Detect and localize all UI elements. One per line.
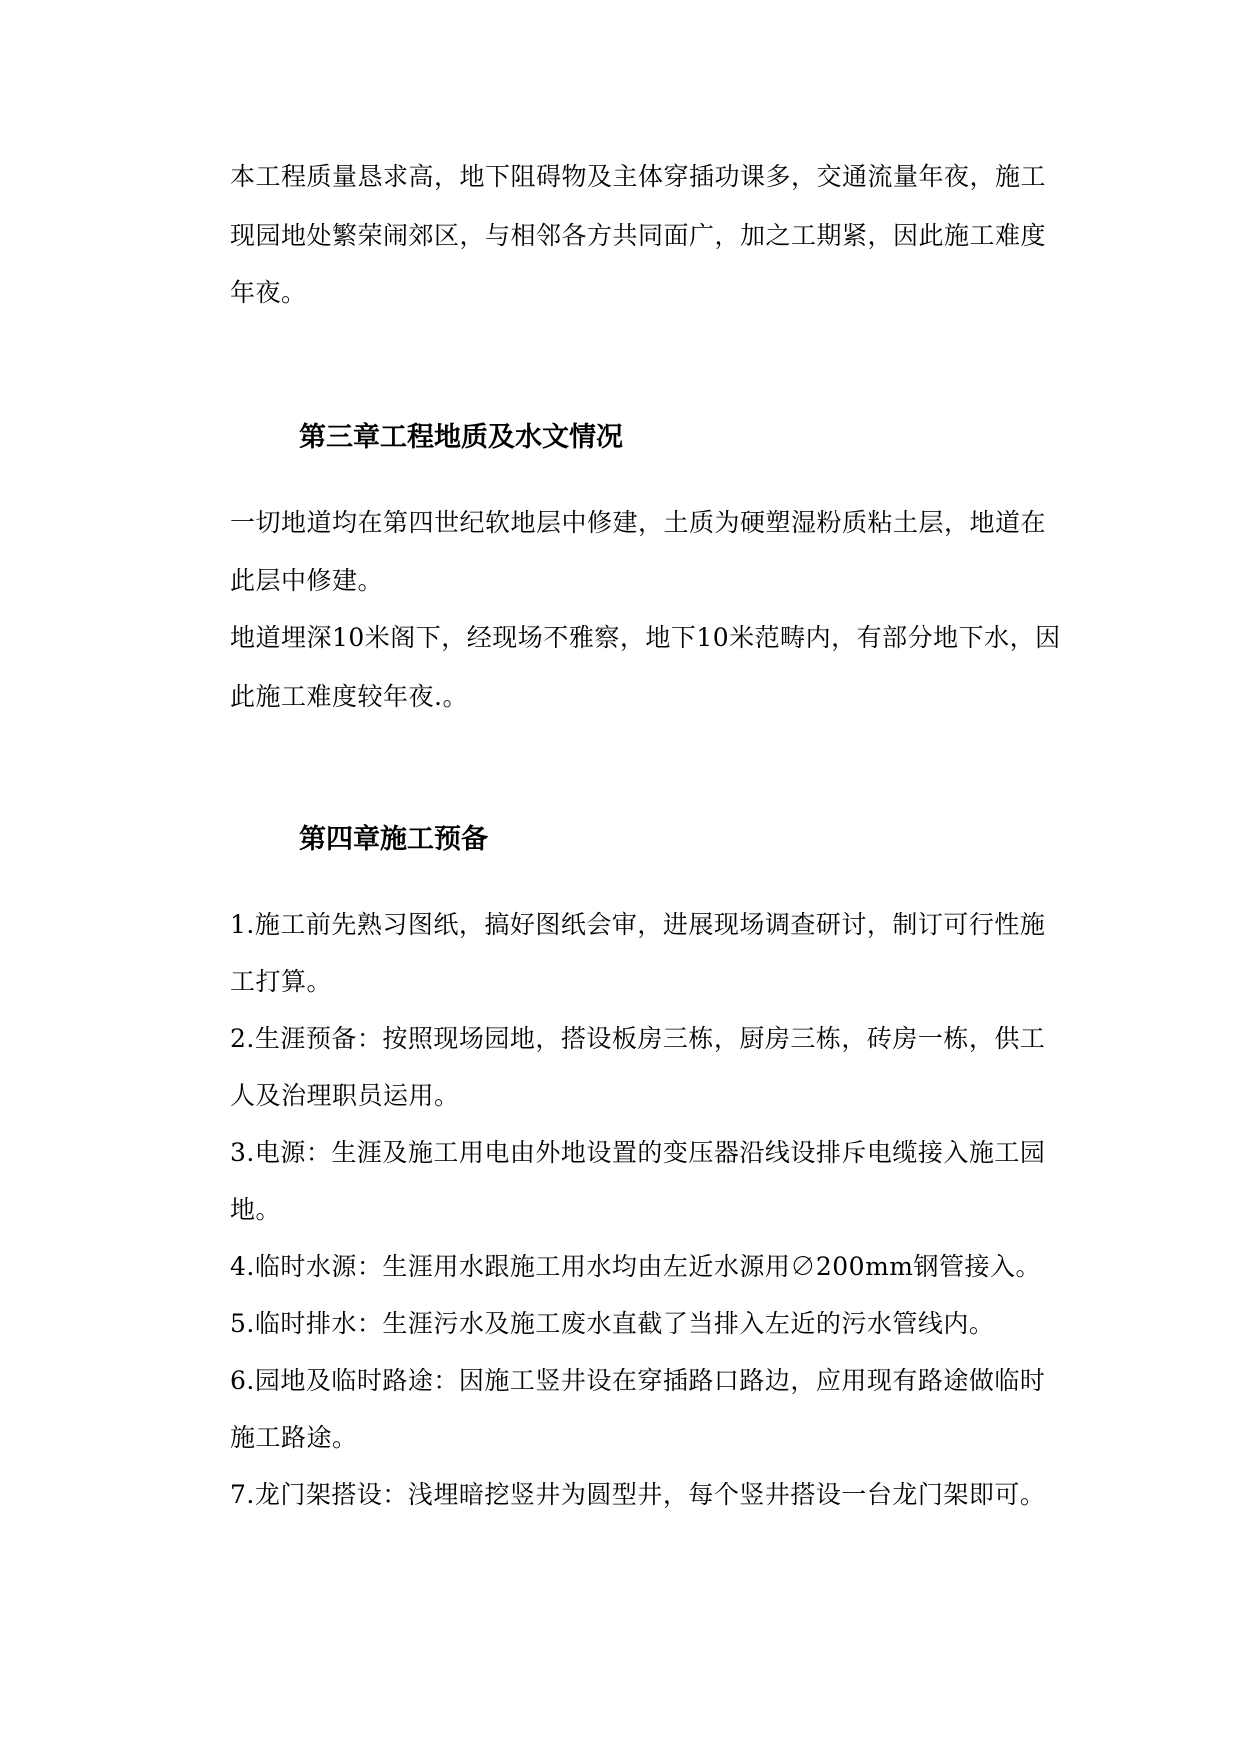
chapter4-line-7: 4.临时水源：生涯用水跟施工用水均由左近水源用∅200mm钢管接入。 (230, 1252, 1041, 1281)
chapter3-line-3: 地道埋深10米阁下，经现场不雅察，地下10米范畴内，有部分地下水，因 (230, 623, 1061, 652)
chapter3-line-1: 一切地道均在第四世纪软地层中修建，土质为硬塑湿粉质粘土层，地道在 (230, 508, 1047, 537)
intro-line-3: 年夜。 (230, 278, 307, 307)
chapter4-heading: 第四章施工预备 (299, 824, 488, 855)
chapter4-line-5: 3.电源：生涯及施工用电由外地设置的变压器沿线设排斥电缆接入施工园 (230, 1138, 1046, 1167)
intro-line-1: 本工程质量恳求高，地下阻碍物及主体穿插功课多，交通流量年夜，施工 (230, 162, 1047, 191)
chapter4-line-1: 1.施工前先熟习图纸，搞好图纸会审，进展现场调查研讨，制订可行性施 (230, 910, 1046, 939)
chapter4-line-4: 人及治理职员运用。 (230, 1081, 460, 1110)
chapter4-line-2: 工打算。 (230, 967, 333, 996)
chapter4-line-9: 6.园地及临时路途：因施工竖井设在穿插路口路边，应用现有路途做临时 (230, 1366, 1046, 1395)
chapter4-line-3: 2.生涯预备：按照现场园地，搭设板房三栋，厨房三栋，砖房一栋，供工 (230, 1024, 1046, 1053)
intro-line-2: 现园地处繁荣闹郊区，与相邻各方共同面广，加之工期紧，因此施工难度 (230, 221, 1047, 250)
chapter4-line-8: 5.临时排水：生涯污水及施工废水直截了当排入左近的污水管线内。 (230, 1309, 995, 1338)
chapter3-line-2: 此层中修建。 (230, 566, 384, 595)
chapter4-line-11: 7.龙门架搭设：浅埋暗挖竖井为圆型井，每个竖井搭设一台龙门架即可。 (230, 1480, 1046, 1509)
chapter4-line-10: 施工路途。 (230, 1423, 358, 1452)
chapter3-line-4: 此施工难度较年夜.。 (230, 682, 468, 711)
chapter3-heading: 第三章工程地质及水文情况 (299, 422, 623, 453)
chapter4-line-6: 地。 (230, 1195, 282, 1224)
